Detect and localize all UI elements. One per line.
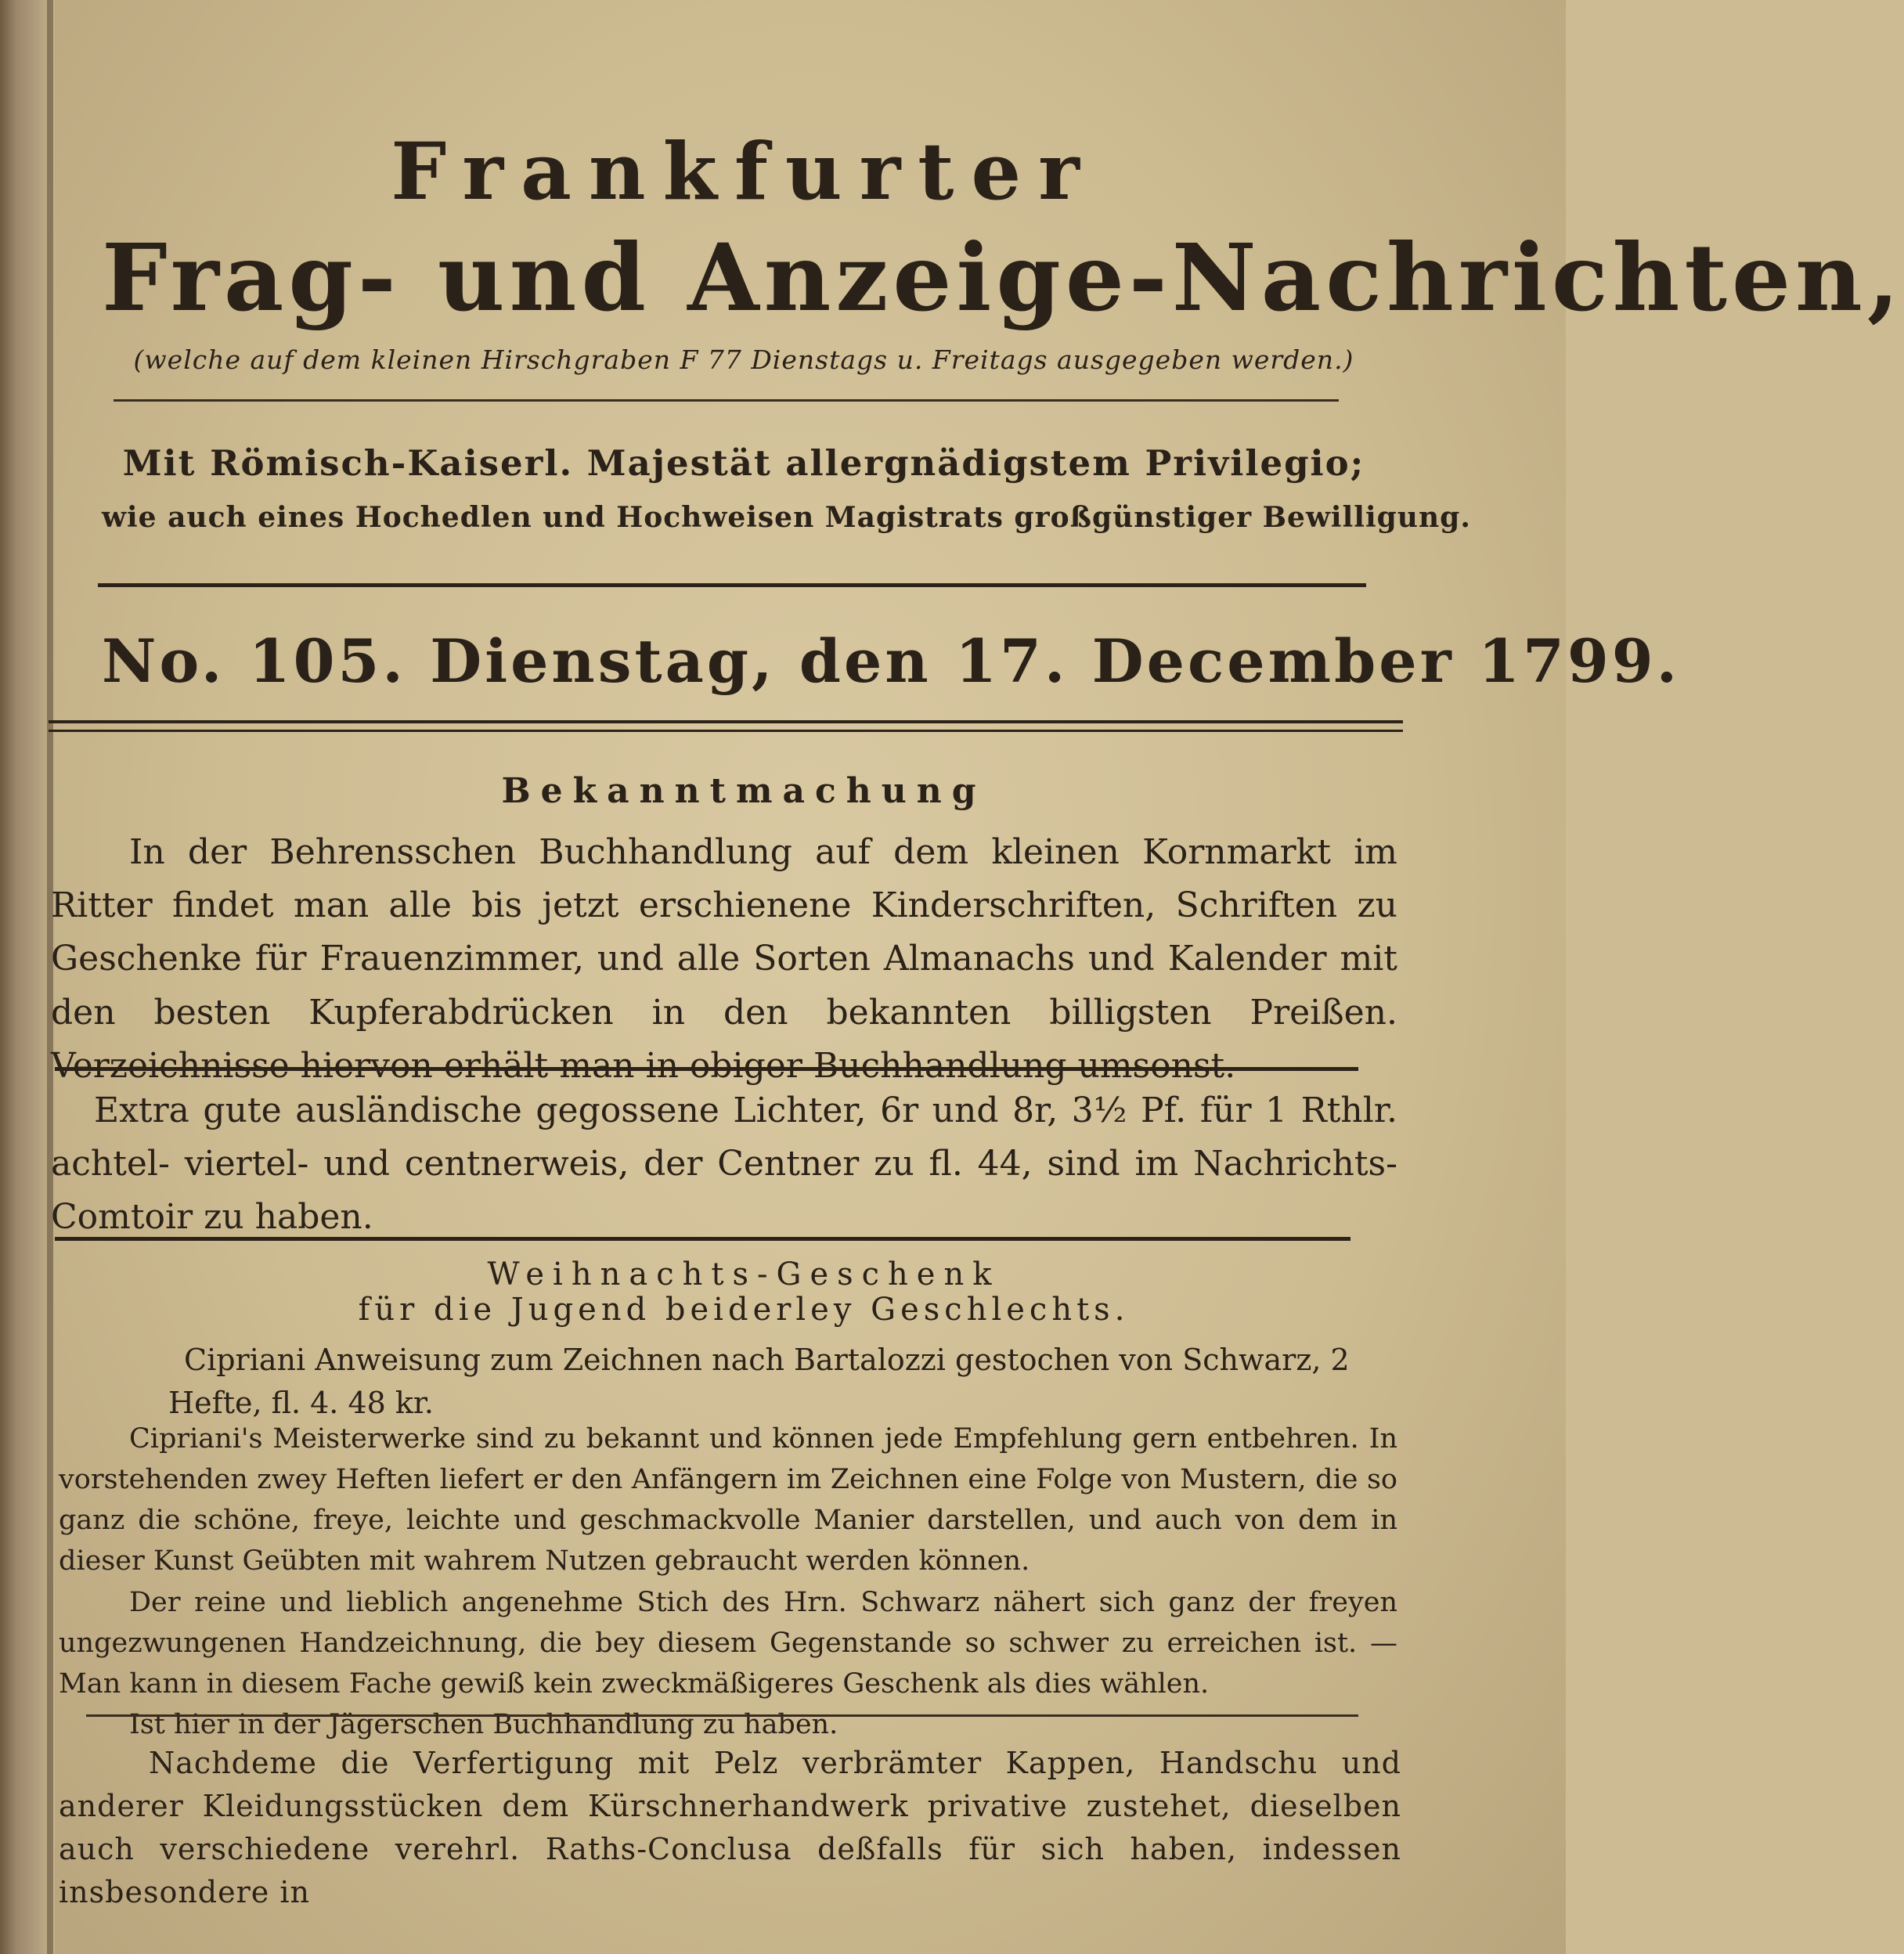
rule-after-article-2: [55, 1237, 1350, 1241]
rule-under-masthead: [114, 399, 1339, 402]
rule-under-issue: [49, 720, 1403, 732]
privilege-line-2: wie auch eines Hochedlen und Hochweisen Magistrats großgünstiger Bewilligung.: [102, 501, 1471, 534]
masthead-subtitle: (welche auf dem kleinen Hirschgraben F 77 Dienstags u. Freitags ausgegeben werden.): [133, 344, 1354, 375]
article-paragraph: Der reine und lieblich angenehme Stich des Hrn. Schwarz nähert sich ganz der freyen ungezwungenen Handzeichnung, die bey diesem Gegenstande so schwer zu erreichen ist. — Man kann in diesem Fache gewiß kein zweckmäßigeres Geschenk als dies wählen.: [59, 1586, 1397, 1700]
rule-after-article-1: [55, 1067, 1358, 1071]
masthead-title: Frag- und Anzeige-Nachrichten,: [102, 223, 1904, 332]
masthead-city: Frankfurter: [391, 125, 1097, 218]
article-paragraph: Cipriani's Meisterwerke sind zu bekannt und können jede Empfehlung gern entbehren. In vorstehenden zwey Heften liefert er den Anfängern im Zeichnen eine Folge von Mustern, die so ganz die schöne, freye, leichte und geschmackvolle Manier darstellen, und auch von dem in dieser Kunst Geübten mit wahrem Nutzen gebraucht werden können.: [59, 1423, 1397, 1577]
article-heading: Weihnachts-Geschenk: [487, 1256, 1001, 1292]
book-title: Cipriani Anweisung zum Zeichnen nach Bartalozzi gestochen von Schwarz, 2 Hefte, fl. 4. 48 kr.: [168, 1343, 1350, 1421]
article-body: [59, 1419, 1397, 1745]
article-heading: Bekanntmachung: [501, 771, 986, 811]
privilege-line-1: Mit Römisch-Kaiserl. Majestät allergnädigstem Privilegio;: [122, 442, 1365, 484]
issue-line: No. 105. Dienstag, den 17. December 1799.: [102, 626, 1681, 696]
rule-under-privilege: [98, 583, 1366, 587]
newspaper-page: [51, 0, 1904, 1954]
article-subheading: für die Jugend beiderley Geschlechts.: [358, 1292, 1130, 1328]
article-paragraph: Ist hier in der Jägerschen Buchhandlung zu haben.: [129, 1708, 838, 1740]
article-kuerschner: Nachdeme die Verfertigung mit Pelz verbrämter Kappen, Handschu und anderer Kleidungsstücken dem Kürschnerhandwerk privative zustehet, dieselben auch verschiedene verehrl. Raths-Conclusa deßfalls für sich haben, indessen insbesondere in: [59, 1746, 1401, 1910]
rule-after-article-3: [86, 1714, 1358, 1717]
article-text: In der Behrensschen Buchhandlung auf dem kleinen Kornmarkt im Ritter findet man alle bis jetzt erschienene Kinderschriften, Schriften zu Geschenke für Frauenzimmer, und alle Sorten Almanachs und Kalender mit den besten Kupferabdrücken in den bekannten billigsten Preißen. Verzeichnisse hiervon erhält man in obiger Buchhandlung umsonst.: [51, 832, 1397, 1086]
article-text: Extra gute ausländische gegossene Lichter, 6r und 8r, 3½ Pf. für 1 Rthlr. achtel- viertel- und centnerweis, der Centner zu fl. 44, sind im Nachrichts-Comtoir zu haben.: [51, 1091, 1397, 1238]
